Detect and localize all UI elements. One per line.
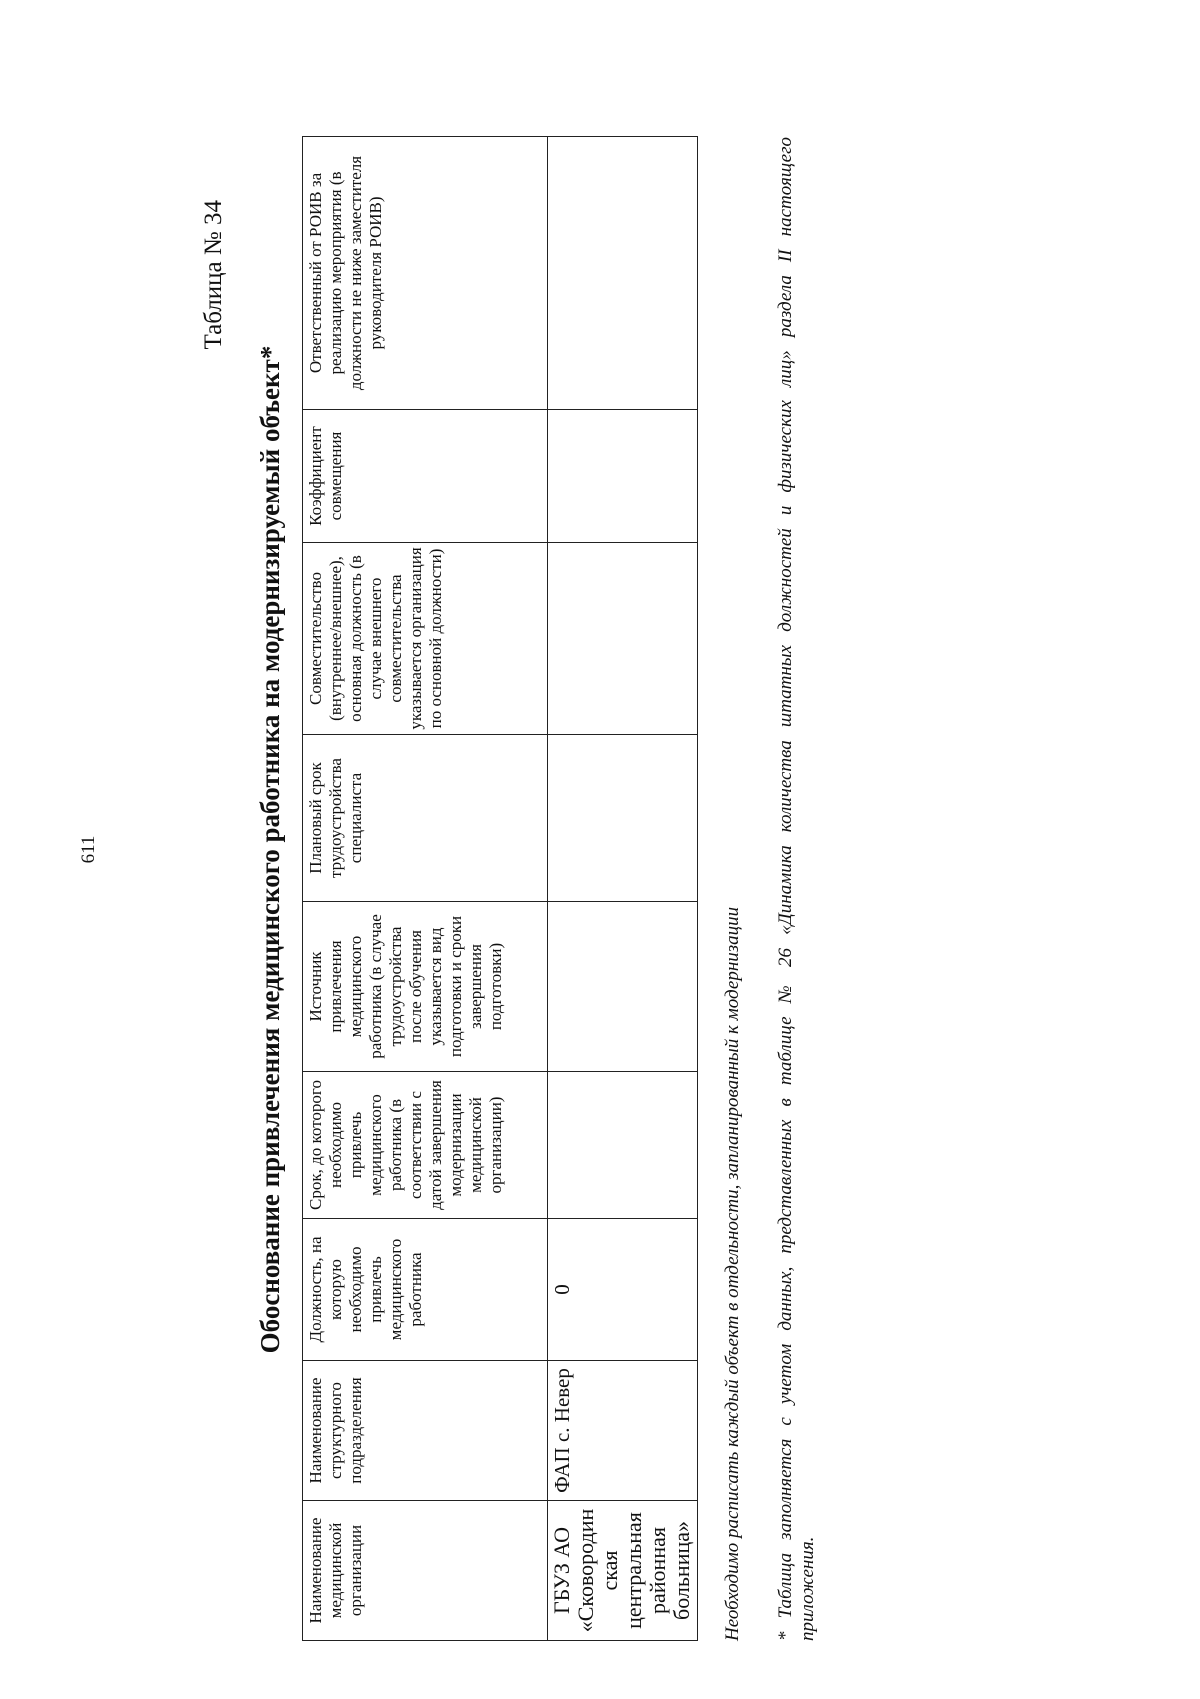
header-cell-position: Должность, на которую необходимо привлечь медицинского работника [303,1219,548,1361]
footnote-text: * Таблица заполняется с учетом данных, представленных в таблице № 26 «Динамика количества штатных должностей и физических лиц» раздела II настоящего приложения. [775,137,818,1641]
justification-table [302,136,698,1641]
header-cell-planned-term: Плановый срок трудоустройства специалиста [303,735,548,902]
header-cell-source: Источник привлечения медицинского работника (в случае трудоустройства после обучения указывается вид подготовки и сроки завершения подготовки) [303,902,548,1072]
cell-responsible [548,137,698,410]
cell-position: 0 [548,1219,698,1361]
cell-planned-term [548,735,698,902]
note-text: Необходимо расписать каждый объект в отдельности, запланированный к модернизации [722,906,743,1641]
header-cell-combination: Совместительство (внутреннее/внешнее), основная должность (в случае внешнего совместительства указывается организация по основной должности) [303,543,548,735]
table-number: Таблица № 34 [200,200,227,350]
header-cell-deadline: Срок, до которого необходимо привлечь медицинского работника (в соответствии с датой завершения модернизации медицинской организации) [303,1072,548,1219]
cell-coefficient [548,410,698,543]
cell-combination [548,543,698,735]
cell-org: ГБУЗ АО «Сковородинская центральная районная больница» [548,1501,698,1641]
cell-deadline [548,1072,698,1219]
cell-source [548,902,698,1072]
page-number: 611 [78,835,99,864]
header-cell-coefficient: Коэффициент совмещения [303,410,548,543]
table-row [548,137,698,1641]
header-cell-unit: Наименование структурного подразделения [303,1361,548,1501]
table-header-row [303,137,548,1641]
header-cell-responsible: Ответственный от РОИВ за реализацию мероприятия (в должности не ниже заместителя руководителя РОИВ) [303,137,548,410]
cell-unit: ФАП с. Невер [548,1361,698,1501]
header-cell-org: Наименование медицинской организации [303,1501,548,1641]
page-title: Обоснование привлечения медицинского работника на модернизируемый объект* [255,345,285,1354]
